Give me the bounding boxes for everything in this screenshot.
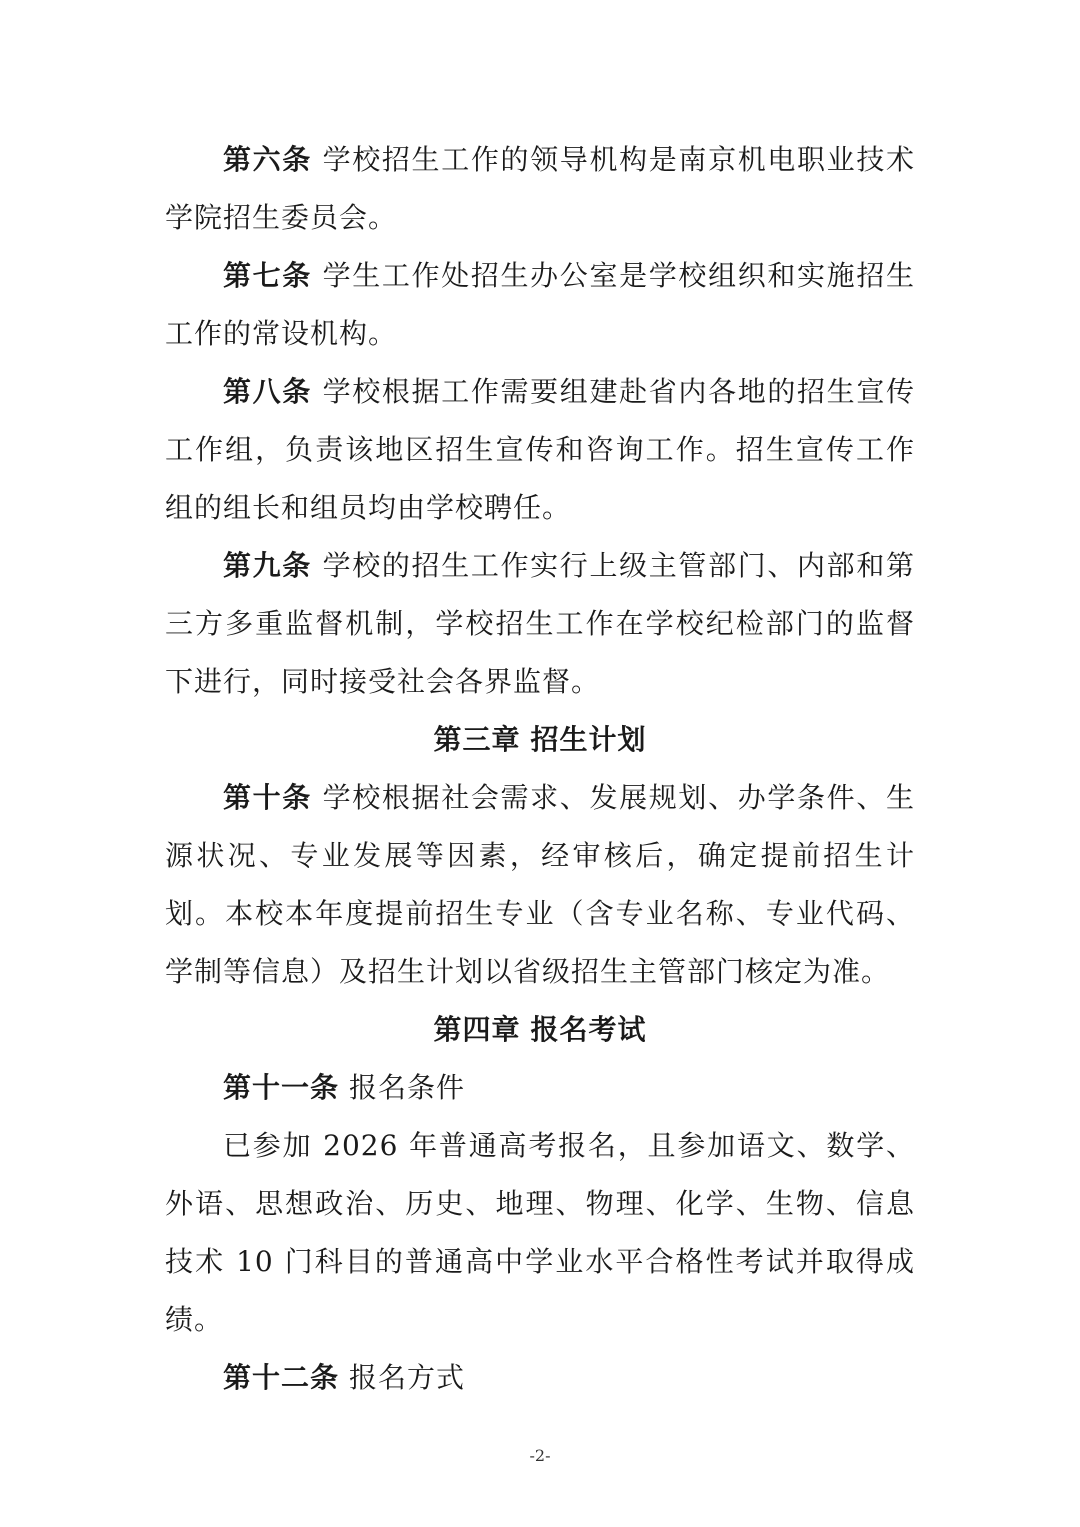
paragraph-text: 已参加 2026 年普通高考报名，且参加语文、数学、外语、思想政治、历史、地理、物理、化学、生物、信息技术 10 门科目的普通高中学业水平合格性考试并取得成绩。 [165,1129,915,1336]
chapter-number: 第三章 [433,723,521,756]
article-12 [165,1349,915,1407]
document-body [165,131,915,1407]
article-text: 学生工作处招生办公室是学校组织和实施招生工作的常设机构。 [165,259,915,350]
article-text: 学校根据工作需要组建赴省内各地的招生宣传工作组，负责该地区招生宣传和咨询工作。招生宣传工作组的组长和组员均由学校聘任。 [165,375,915,524]
chapter-title: 招生计划 [530,723,647,756]
article-9 [165,537,915,711]
article-text: 学校根据社会需求、发展规划、办学条件、生源状况、专业发展等因素，经审核后，确定提前招生计划。本校本年度提前招生专业（含专业名称、专业代码、学制等信息）及招生计划以省级招生主管部门核定为准。 [165,781,915,988]
chapter-3-heading [165,711,915,769]
article-7 [165,247,915,363]
chapter-4-heading [165,1001,915,1059]
article-text: 学校招生工作的领导机构是南京机电职业技术学院招生委员会。 [165,143,915,234]
article-text: 学校的招生工作实行上级主管部门、内部和第三方多重监督机制，学校招生工作在学校纪检部门的监督下进行，同时接受社会各界监督。 [165,549,915,698]
chapter-number: 第四章 [433,1013,521,1046]
article-8 [165,363,915,537]
article-11 [165,1059,915,1117]
article-label: 第十二条 [223,1361,340,1394]
page-number: -2- [529,1446,551,1465]
article-label: 第八条 [223,375,312,408]
article-11-conditions [165,1117,915,1349]
article-label: 第七条 [223,259,312,292]
article-6 [165,131,915,247]
article-text: 报名条件 [349,1071,466,1104]
article-label: 第十条 [223,781,312,814]
article-10 [165,769,915,1001]
chapter-title: 报名考试 [530,1013,647,1046]
article-label: 第十一条 [223,1071,340,1104]
article-text: 报名方式 [349,1361,466,1394]
article-label: 第九条 [223,549,312,582]
article-label: 第六条 [223,143,312,176]
